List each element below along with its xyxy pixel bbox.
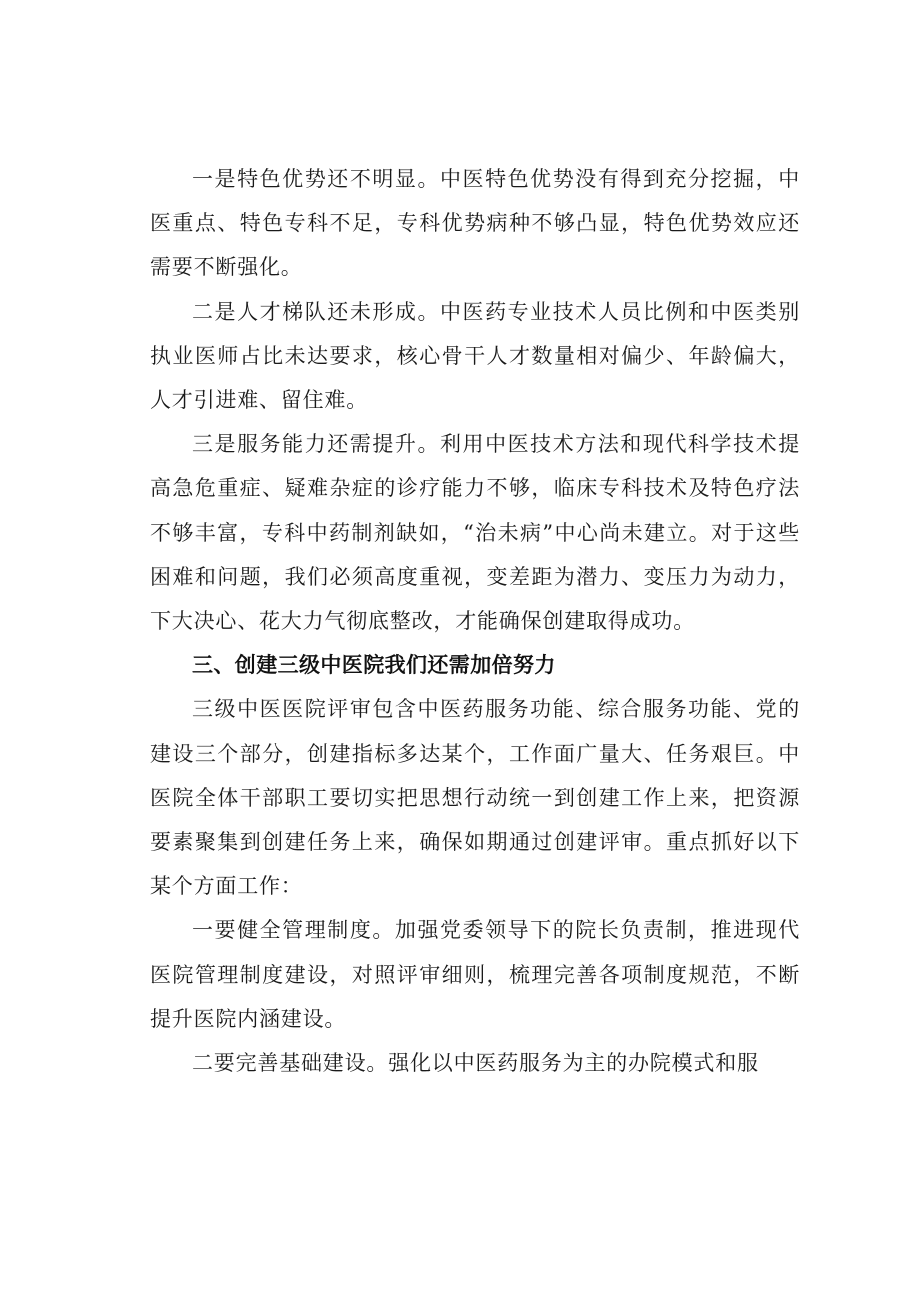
paragraph-characteristic-advantage: 一是特色优势还不明显。中医特色优势没有得到充分挖掘，中医重点、特色专科不足，专科优势病种不够凸显，特色优势效应还需要不断强化。 <box>150 167 800 280</box>
section-heading: 三、创建三级中医院我们还需加倍努力 <box>192 653 556 678</box>
paragraph-talent-echelon: 二是人才梯队还未形成。中医药专业技术人员比例和中医类别执业医师占比未达要求，核心骨干人才数量相对偏少、年龄偏大，人才引进难、留住难。 <box>150 299 800 413</box>
paragraph-service-capacity: 三是服务能力还需提升。利用中医技术方法和现代科学技术提高急危重症、疑难杂症的诊疗能力不够，临床专科技术及特色疗法不够丰富，专科中药制剂缺如，“治未病”中心尚未建立。对于这些困难和问题，我们必须高度重视，变差距为潜力、变压力为动力，下大决心、花大力气彻底整改，才能确保创建取得成功。 <box>150 432 800 634</box>
paragraph-infrastructure: 二要完善基础建设。强化以中医药服务为主的办院模式和服 <box>192 1051 759 1076</box>
paragraph-management-system: 一要健全管理制度。加强党委领导下的院长负责制，推进现代医院管理制度建设，对照评审细则，梳理完善各项制度规范，不断提升医院内涵建设。 <box>150 918 800 1031</box>
document-body <box>150 157 800 1085</box>
paragraph-evaluation-overview: 三级中医医院评审包含中医药服务功能、综合服务功能、党的建设三个部分，创建指标多达某个，工作面广量大、任务艰巨。中医院全体干部职工要切实把思想行动统一到创建工作上来，把资源要素聚集到创建任务上来，确保如期通过创建评审。重点抓好以下某个方面工作： <box>150 697 800 899</box>
